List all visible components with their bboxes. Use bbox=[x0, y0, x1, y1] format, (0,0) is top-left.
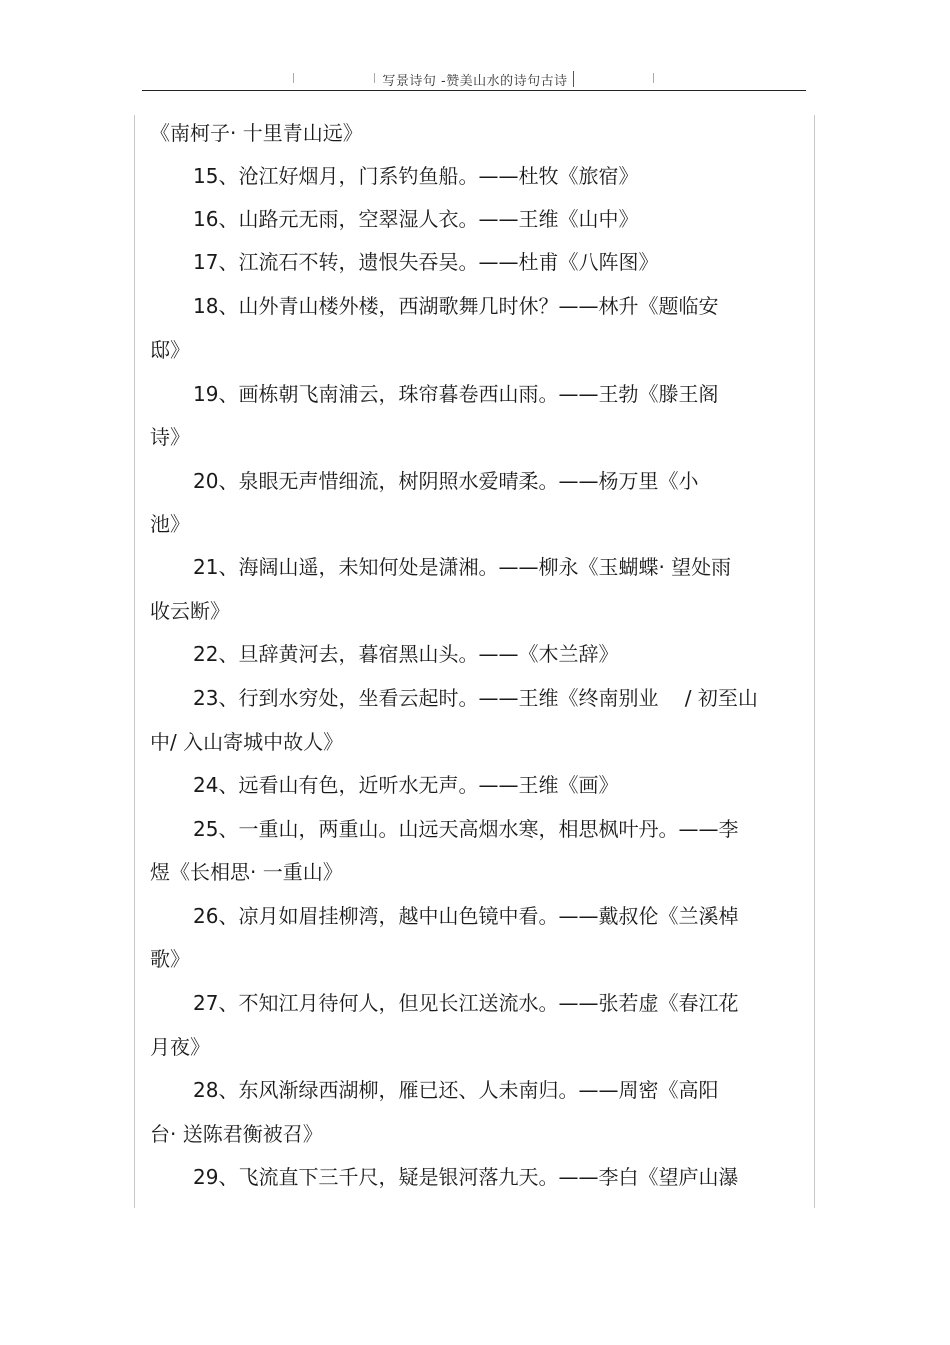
text-line: 24、远看山有色，近听水无声。——王维《画》 bbox=[193, 773, 619, 797]
text-line: 收云断》 bbox=[150, 599, 230, 623]
text-line: 台· 送陈君衡被召》 bbox=[150, 1122, 323, 1146]
text-line: 15、沧江好烟月，门系钓鱼船。——杜牧《旅宿》 bbox=[193, 164, 639, 188]
text-line: 25、一重山，两重山。山远天高烟水寒，相思枫叶丹。——李 bbox=[193, 817, 739, 841]
text-line: 18、山外青山楼外楼，西湖歌舞几时休？——林升《题临安 bbox=[193, 294, 719, 318]
header-title: 写景诗句 -赞美山水的诗句古诗 bbox=[382, 74, 568, 89]
text-line: 诗》 bbox=[150, 425, 190, 449]
text-line: 池》 bbox=[150, 512, 190, 536]
text-line: 29、飞流直下三千尺，疑是银河落九天。——李白《望庐山瀑 bbox=[193, 1165, 739, 1189]
frame-border-left bbox=[134, 115, 135, 1208]
text-line: 26、凉月如眉挂柳湾，越中山色镜中看。——戴叔伦《兰溪棹 bbox=[193, 904, 739, 928]
text-line: 19、画栋朝飞南浦云，珠帘暮卷西山雨。——王勃《滕王阁 bbox=[193, 382, 719, 406]
text-line: 煜《长相思· 一重山》 bbox=[150, 860, 343, 884]
header-rule bbox=[142, 90, 806, 91]
text-line: 16、山路元无雨，空翠湿人衣。——王维《山中》 bbox=[193, 207, 639, 231]
text-line: 27、不知江月待何人，但见长江送流水。——张若虚《春江花 bbox=[193, 991, 739, 1015]
text-line: 歌》 bbox=[150, 947, 190, 971]
text-line: 22、旦辞黄河去，暮宿黑山头。——《木兰辞》 bbox=[193, 642, 619, 666]
frame-border-right bbox=[814, 115, 815, 1208]
text-line: 20、泉眼无声惜细流，树阴照水爱晴柔。——杨万里《小 bbox=[193, 469, 699, 493]
text-line: 《南柯子· 十里青山远》 bbox=[150, 121, 363, 145]
text-line: 中/ 入山寄城中故人》 bbox=[150, 730, 344, 754]
text-line: 21、海阔山遥，未知何处是潇湘。——柳永《玉蝴蝶· 望处雨 bbox=[193, 555, 732, 579]
text-line: 23、行到水穷处，坐看云起时。——王维《终南别业 / 初至山 bbox=[193, 686, 758, 710]
text-line: 28、东风渐绿西湖柳，雁已还、人未南归。——周密《高阳 bbox=[193, 1078, 719, 1102]
text-line: 17、江流石不转，遗恨失吞吴。——杜甫《八阵图》 bbox=[193, 250, 659, 274]
text-line: 邸》 bbox=[150, 338, 190, 362]
text-line: 月夜》 bbox=[150, 1035, 210, 1059]
